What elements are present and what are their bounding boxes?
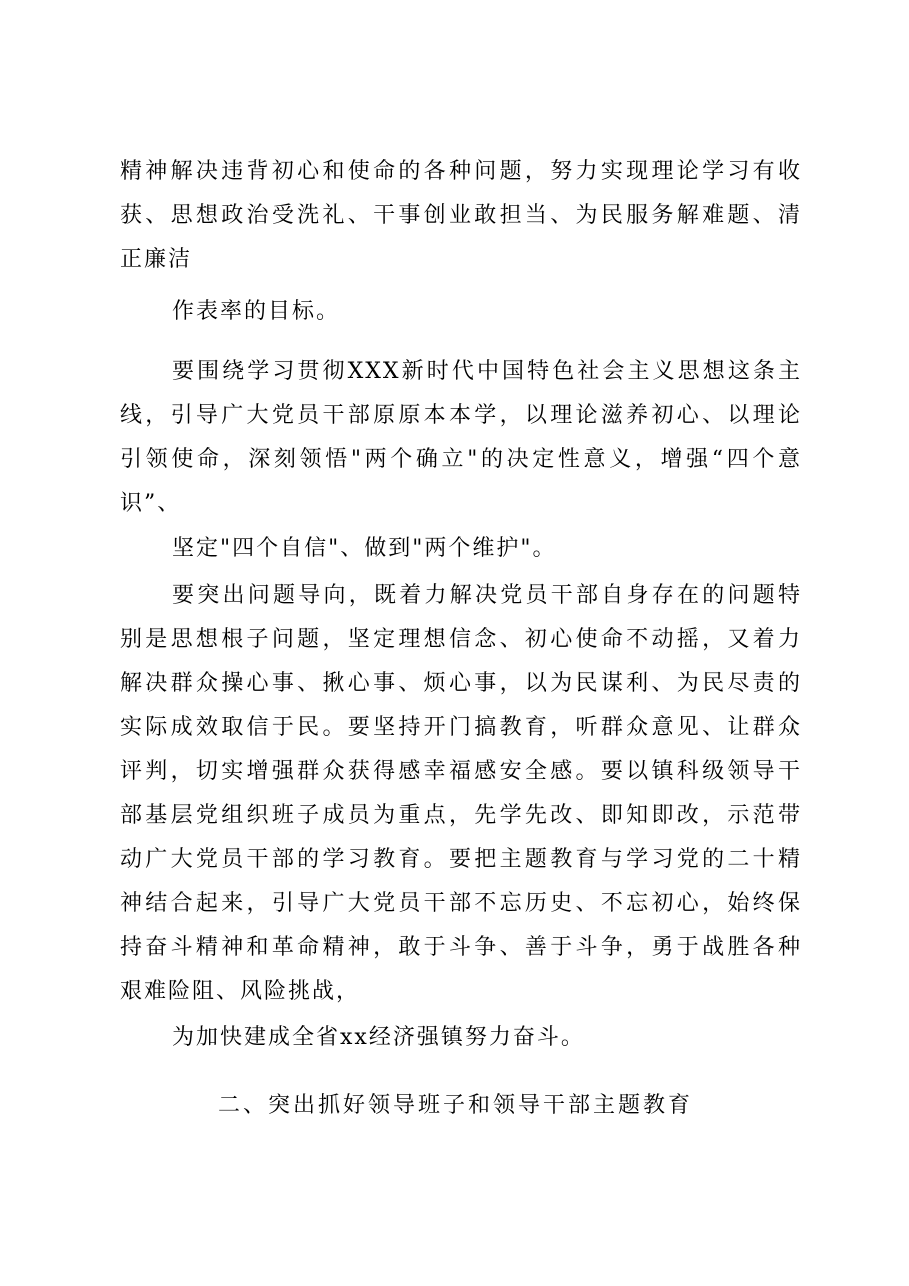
- paragraph-3: [120, 574, 802, 1014]
- paragraph-2-continuation: 坚定"四个自信"、做到"两个维护"。: [172, 536, 557, 561]
- paragraph-3-continuation: 为加快建成全省xx经济强镇努力奋斗。: [172, 1025, 585, 1050]
- paragraph-line: 评判，切实增强群众获得感幸福感安全感。要以镇科级领导干: [120, 759, 802, 784]
- paragraph-line: 部基层党组织班子成员为重点，先学先改、即知即改，示范带: [120, 803, 802, 828]
- paragraph-line: 获、思想政治受洗礼、干事创业敢担当、为民服务解难题、清: [120, 203, 802, 228]
- paragraph-line: 线，引导广大党员干部原原本本学，以理论滋养初心、以理论: [120, 403, 802, 428]
- paragraph-line: 引领使命，深刻领悟"两个确立"的决定性意义，增强“四个意: [120, 447, 802, 472]
- paragraph-line: 要突出问题导向，既着力解决党员干部自身存在的问题特: [172, 583, 802, 608]
- paragraph-1-continuation: 作表率的目标。: [172, 299, 341, 324]
- paragraph-line: 正廉洁: [120, 247, 193, 272]
- paragraph-2: [120, 350, 802, 526]
- section-heading: 二、突出抓好领导班子和领导干部主题教育: [218, 1093, 694, 1118]
- paragraph-line: 精神解决违背初心和使命的各种问题，努力实现理论学习有收: [120, 159, 802, 184]
- paragraph-line: 艰难险阻、风险挑战，: [120, 979, 361, 1004]
- paragraph-line: 别是思想根子问题，坚定理想信念、初心使命不动摇，又着力: [120, 627, 802, 652]
- paragraph-1: [120, 150, 802, 282]
- paragraph-line: 识”、: [120, 491, 182, 516]
- paragraph-line: 要围绕学习贯彻XXX新时代中国特色社会主义思想这条主: [172, 359, 802, 384]
- paragraph-line: 实际成效取信于民。要坚持开门搞教育，听群众意见、让群众: [120, 715, 802, 740]
- paragraph-line: 解决群众操心事、揪心事、烦心事，以为民谋利、为民尽责的: [120, 671, 802, 696]
- paragraph-line: 神结合起来，引导广大党员干部不忘历史、不忘初心，始终保: [120, 891, 802, 916]
- paragraph-line: 持奋斗精神和革命精神，敢于斗争、善于斗争，勇于战胜各种: [120, 935, 802, 960]
- paragraph-line: 动广大党员干部的学习教育。要把主题教育与学习党的二十精: [120, 847, 802, 872]
